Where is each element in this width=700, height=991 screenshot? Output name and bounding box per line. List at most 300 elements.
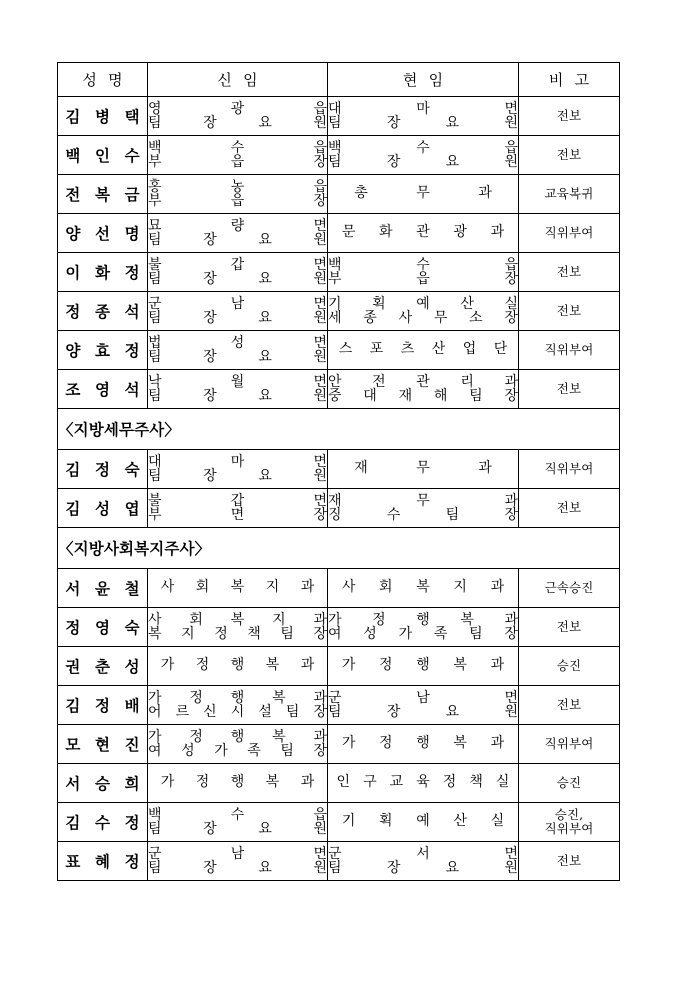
post-line — [328, 705, 518, 720]
post-line — [328, 297, 518, 312]
post-char: 군 — [148, 845, 162, 862]
post-char: 요 — [445, 114, 460, 131]
new-post — [148, 764, 328, 803]
post-char: 읍 — [230, 192, 245, 209]
post-char: 면 — [504, 100, 518, 117]
remark-line: 전보 — [556, 696, 582, 712]
current-post — [328, 97, 519, 136]
post-char: 정 — [214, 625, 228, 642]
remark-line: 승진 — [556, 657, 582, 673]
post-char: 가 — [328, 611, 342, 628]
post-char: 남 — [230, 845, 245, 862]
post-char: 홍 — [148, 178, 162, 195]
post-char: 요 — [258, 270, 272, 287]
post-char: 원 — [313, 348, 327, 365]
post-char: 면 — [313, 334, 327, 351]
new-post — [148, 725, 328, 764]
post-char: 재 — [398, 387, 413, 404]
post-char: 지 — [453, 579, 467, 596]
post-char: 팀 — [148, 270, 162, 287]
appointment-table-body — [58, 63, 620, 881]
post-char: 복 — [460, 611, 474, 628]
new-post — [148, 803, 328, 842]
post-char: 산 — [460, 295, 474, 312]
post-char: 과 — [504, 492, 518, 509]
post-char: 예 — [416, 813, 430, 830]
current-post — [328, 725, 519, 764]
post-char: 장 — [203, 387, 217, 404]
column-header-name: 성 명 — [58, 63, 148, 97]
post-line — [328, 225, 518, 240]
post-char: 월 — [230, 373, 245, 390]
post-char: 가 — [214, 742, 228, 759]
remark-line: 교육복귀 — [544, 185, 594, 201]
new-post — [148, 569, 328, 608]
post-char: 팀 — [148, 309, 162, 326]
remark — [519, 97, 620, 136]
post-char: 법 — [148, 334, 162, 351]
post-char: 원 — [313, 231, 327, 248]
post-char: 장 — [313, 153, 327, 170]
post-char: 신 — [203, 703, 217, 720]
post-char: 과 — [490, 735, 505, 752]
post-line — [328, 389, 518, 404]
post-char: 과 — [490, 579, 505, 596]
post-char: 여 — [148, 742, 162, 759]
table-row — [58, 686, 620, 725]
remark — [519, 175, 620, 214]
post-line — [328, 461, 518, 476]
post-char: 족 — [247, 742, 261, 759]
current-post — [328, 842, 519, 881]
new-post — [148, 450, 328, 489]
post-char: 장 — [313, 625, 327, 642]
remark-line: 승진 — [556, 774, 582, 790]
post-char: 과 — [300, 657, 315, 674]
post-char: 요 — [258, 309, 272, 326]
remark-line: 전보 — [556, 146, 582, 162]
post-char: 마 — [230, 453, 245, 470]
post-char: 면 — [230, 506, 245, 523]
remark-line: 승진, — [554, 806, 584, 822]
column-header-current-post: 현 임 — [328, 63, 519, 97]
post-line — [328, 627, 518, 642]
section-title-row — [58, 528, 620, 569]
post-char: 해 — [433, 387, 448, 404]
table-row — [58, 647, 620, 686]
remark-line: 전보 — [556, 302, 582, 318]
post-line — [328, 736, 518, 751]
post-char: 광 — [230, 100, 245, 117]
post-char: 가 — [160, 774, 175, 791]
post-char: 설 — [258, 703, 272, 720]
post-char: 장 — [203, 309, 217, 326]
post-char: 복 — [416, 579, 430, 596]
person-name: 이 화 정 — [58, 253, 148, 292]
post-char: 실 — [495, 774, 510, 791]
post-char: 관 — [416, 373, 430, 390]
remark — [519, 450, 620, 489]
new-post — [148, 214, 328, 253]
post-line — [328, 814, 518, 829]
post-char: 과 — [300, 579, 315, 596]
post-char: 장 — [203, 231, 217, 248]
post-char: 총 — [354, 185, 368, 202]
person-name: 정 영 숙 — [58, 608, 148, 647]
person-name: 조 영 석 — [58, 370, 148, 409]
post-char: 복 — [230, 579, 245, 596]
post-char: 읍 — [313, 139, 327, 156]
current-post — [328, 450, 519, 489]
post-char: 원 — [313, 820, 327, 837]
post-line — [148, 705, 327, 720]
post-line — [148, 311, 327, 326]
post-char: 사 — [160, 579, 175, 596]
post-line — [328, 116, 518, 131]
post-char: 장 — [504, 387, 518, 404]
current-post — [328, 608, 519, 647]
post-char: 정 — [379, 657, 393, 674]
post-char: 남 — [416, 689, 430, 706]
post-char: 부 — [148, 506, 162, 523]
post-char: 사 — [148, 611, 162, 628]
post-char: 읍 — [504, 256, 518, 273]
person-name: 모 현 진 — [58, 725, 148, 764]
post-char: 장 — [313, 192, 327, 209]
post-char: 인 — [336, 774, 351, 791]
post-char: 묘 — [148, 217, 162, 234]
post-char: 회 — [189, 611, 203, 628]
table-row — [58, 764, 620, 803]
post-char: 장 — [386, 859, 401, 876]
current-post — [328, 292, 519, 331]
current-post — [328, 331, 519, 370]
post-char: 팀 — [328, 114, 342, 131]
current-post — [328, 803, 519, 842]
post-char: 장 — [504, 625, 518, 642]
post-char: 면 — [313, 295, 327, 312]
post-char: 광 — [453, 224, 467, 241]
post-line — [148, 219, 327, 234]
new-post — [148, 292, 328, 331]
post-char: 팀 — [280, 625, 294, 642]
current-post — [328, 764, 519, 803]
post-char: 원 — [504, 114, 518, 131]
post-char: 과 — [313, 689, 327, 706]
post-line — [148, 658, 327, 673]
post-char: 정 — [195, 657, 210, 674]
post-char: 팀 — [469, 387, 483, 404]
post-char: 과 — [313, 728, 327, 745]
post-char: 징 — [328, 506, 342, 523]
post-char: 면 — [504, 689, 518, 706]
post-char: 수 — [230, 139, 245, 156]
post-char: 시 — [230, 703, 245, 720]
post-line — [148, 508, 327, 523]
post-char: 종 — [363, 309, 377, 326]
post-char: 포 — [369, 341, 384, 358]
post-char: 과 — [490, 657, 505, 674]
post-char: 가 — [160, 657, 175, 674]
post-char: 정 — [379, 735, 393, 752]
post-line — [328, 775, 518, 790]
post-char: 면 — [313, 217, 327, 234]
post-char: 남 — [230, 295, 245, 312]
post-char: 안 — [328, 373, 342, 390]
post-char: 산 — [431, 341, 446, 358]
post-line — [328, 691, 518, 706]
post-char: 군 — [328, 845, 342, 862]
post-char: 업 — [462, 341, 477, 358]
post-char: 낙 — [148, 373, 162, 390]
remark — [519, 292, 620, 331]
remark — [519, 331, 620, 370]
post-char: 족 — [433, 625, 448, 642]
post-char: 장 — [203, 114, 217, 131]
post-char: 면 — [313, 373, 327, 390]
post-char: 장 — [504, 506, 518, 523]
post-char: 실 — [490, 813, 505, 830]
post-char: 가 — [398, 625, 413, 642]
post-char: 과 — [300, 774, 315, 791]
post-char: 원 — [313, 309, 327, 326]
current-post — [328, 489, 519, 528]
post-char: 갑 — [230, 492, 245, 509]
post-char: 팀 — [328, 703, 342, 720]
post-line — [148, 847, 327, 862]
remark — [519, 214, 620, 253]
post-char: 성 — [230, 334, 245, 351]
post-char: 면 — [504, 845, 518, 862]
post-char: 재 — [354, 460, 368, 477]
post-char: 면 — [313, 492, 327, 509]
post-char: 불 — [148, 492, 162, 509]
remark-line: 전보 — [556, 499, 582, 515]
post-line — [328, 102, 518, 117]
post-char: 장 — [203, 348, 217, 365]
post-char: 구 — [363, 774, 377, 791]
post-line — [328, 141, 518, 156]
post-char: 팀 — [148, 231, 162, 248]
post-char: 장 — [313, 506, 327, 523]
post-char: 요 — [445, 153, 460, 170]
post-char: 원 — [313, 270, 327, 287]
person-name: 서 승 희 — [58, 764, 148, 803]
post-char: 문 — [341, 224, 356, 241]
person-name: 양 효 정 — [58, 331, 148, 370]
post-line — [328, 186, 518, 201]
post-char: 책 — [469, 774, 483, 791]
post-char: 대 — [328, 100, 342, 117]
table-row — [58, 136, 620, 175]
post-char: 과 — [504, 373, 518, 390]
section-title: 〈지방사회복지주사〉 — [58, 528, 620, 569]
post-char: 팀 — [148, 467, 162, 484]
post-line — [148, 775, 327, 790]
new-post — [148, 647, 328, 686]
post-line — [328, 508, 518, 523]
post-char: 리 — [460, 373, 474, 390]
post-char: 백 — [328, 256, 342, 273]
remark-line: 직위부여 — [544, 341, 594, 357]
post-char: 가 — [148, 728, 162, 745]
post-char: 과 — [478, 185, 492, 202]
post-char: 세 — [328, 309, 342, 326]
post-char: 지 — [265, 579, 280, 596]
post-char: 원 — [313, 859, 327, 876]
post-char: 가 — [341, 657, 356, 674]
post-line — [328, 155, 518, 170]
post-char: 백 — [148, 806, 162, 823]
post-char: 기 — [328, 295, 342, 312]
post-char: 지 — [272, 611, 286, 628]
appointment-table — [57, 62, 620, 881]
remark — [519, 370, 620, 409]
post-char: 백 — [328, 139, 342, 156]
post-char: 정 — [189, 689, 203, 706]
post-char: 읍 — [313, 100, 327, 117]
remark — [519, 489, 620, 528]
table-header-row — [58, 63, 620, 97]
post-char: 스 — [338, 341, 353, 358]
remark — [519, 725, 620, 764]
column-header-new-post: 신 임 — [148, 63, 328, 97]
post-char: 팀 — [445, 506, 460, 523]
remark-line: 직위부여 — [544, 224, 594, 240]
post-char: 획 — [372, 295, 386, 312]
remark — [519, 569, 620, 608]
appointment-table-wrapper — [57, 62, 619, 881]
post-char: 과 — [478, 460, 492, 477]
post-char: 원 — [313, 114, 327, 131]
post-char: 행 — [416, 611, 430, 628]
post-char: 마 — [416, 100, 430, 117]
post-char: 수 — [386, 506, 401, 523]
post-char: 군 — [328, 689, 342, 706]
post-line — [148, 744, 327, 759]
person-name: 서 윤 철 — [58, 569, 148, 608]
table-row — [58, 292, 620, 331]
post-char: 무 — [416, 492, 430, 509]
post-char: 면 — [313, 256, 327, 273]
post-char: 장 — [386, 114, 401, 131]
current-post — [328, 214, 519, 253]
post-line — [328, 342, 518, 357]
new-post — [148, 253, 328, 292]
post-char: 무 — [433, 309, 448, 326]
post-line — [148, 194, 327, 209]
post-line — [148, 102, 327, 117]
table-row — [58, 725, 620, 764]
post-char: 단 — [493, 341, 508, 358]
post-line — [328, 311, 518, 326]
person-name: 백 인 수 — [58, 136, 148, 175]
post-char: 원 — [313, 387, 327, 404]
post-char: 장 — [313, 742, 327, 759]
post-char: 원 — [504, 153, 518, 170]
post-char: 여 — [328, 625, 342, 642]
new-post — [148, 608, 328, 647]
remark-line: 직위부여 — [544, 735, 594, 751]
section-title: 〈지방세무주사〉 — [58, 409, 620, 450]
post-char: 원 — [504, 859, 518, 876]
table-row — [58, 253, 620, 292]
post-char: 장 — [203, 859, 217, 876]
post-char: 성 — [181, 742, 195, 759]
post-char: 장 — [203, 820, 217, 837]
post-char: 원 — [313, 467, 327, 484]
post-char: 복 — [272, 689, 286, 706]
post-line — [148, 233, 327, 248]
post-char: 정 — [372, 611, 386, 628]
person-name: 김 병 택 — [58, 97, 148, 136]
post-char: 지 — [181, 625, 195, 642]
post-char: 대 — [363, 387, 377, 404]
person-name: 양 선 명 — [58, 214, 148, 253]
new-post — [148, 331, 328, 370]
current-post — [328, 370, 519, 409]
post-char: 읍 — [313, 178, 327, 195]
table-row — [58, 370, 620, 409]
remark-line: 근속승진 — [544, 579, 594, 595]
post-char: 장 — [504, 270, 518, 287]
post-line — [148, 258, 327, 273]
post-char: 복 — [265, 657, 280, 674]
current-post — [328, 253, 519, 292]
post-line — [148, 808, 327, 823]
current-post — [328, 647, 519, 686]
post-char: 장 — [203, 270, 217, 287]
post-char: 요 — [258, 231, 272, 248]
post-char: 요 — [258, 859, 272, 876]
post-char: 요 — [258, 114, 272, 131]
post-char: 요 — [258, 348, 272, 365]
post-char: 면 — [313, 845, 327, 862]
post-char: 읍 — [230, 153, 245, 170]
post-char: 회 — [379, 579, 393, 596]
remark — [519, 842, 620, 881]
post-char: 소 — [469, 309, 483, 326]
table-row — [58, 175, 620, 214]
post-char: 팀 — [148, 820, 162, 837]
post-char: 요 — [258, 387, 272, 404]
post-char: 장 — [386, 153, 401, 170]
remark-line: 전보 — [556, 107, 582, 123]
post-char: 복 — [265, 774, 280, 791]
section-title-row — [58, 409, 620, 450]
post-char: 대 — [148, 453, 162, 470]
post-char: 팀 — [285, 703, 300, 720]
post-line — [148, 613, 327, 628]
new-post — [148, 842, 328, 881]
post-char: 팀 — [328, 859, 342, 876]
post-char: 불 — [148, 256, 162, 273]
new-post — [148, 175, 328, 214]
post-line — [148, 455, 327, 470]
remark — [519, 764, 620, 803]
new-post — [148, 370, 328, 409]
post-char: 팀 — [148, 387, 162, 404]
post-char: 정 — [442, 774, 457, 791]
post-char: 육 — [416, 774, 430, 791]
post-line — [148, 822, 327, 837]
table-row — [58, 569, 620, 608]
post-line — [148, 272, 327, 287]
remark-line: 직위부여 — [544, 821, 594, 836]
person-name: 김 정 배 — [58, 686, 148, 725]
new-post — [148, 489, 328, 528]
post-line — [148, 389, 327, 404]
